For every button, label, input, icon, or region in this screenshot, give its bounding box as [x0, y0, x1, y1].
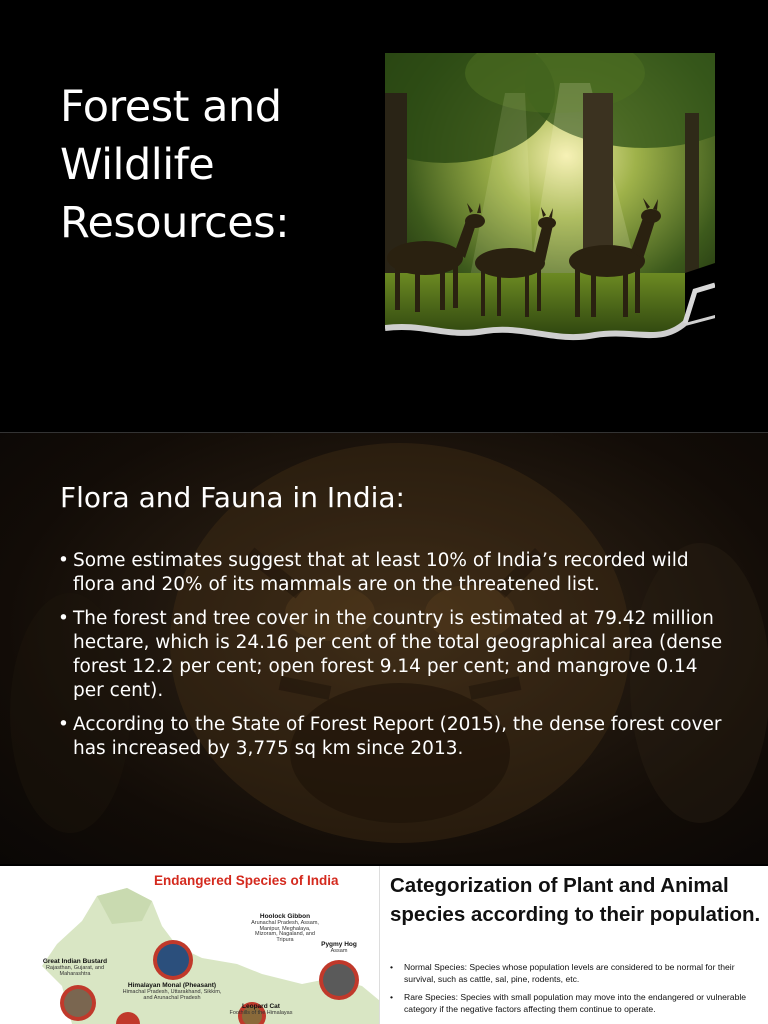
map-label: Himalayan Monal (Pheasant) Himachal Pradesh, Uttarakhand, Sikkim, and Arunachal Pradesh — [122, 982, 222, 1001]
bullet-list — [56, 549, 726, 770]
bullet-item: • Rare Species: Species with small population may move into the endangered or vulnerable category if the negative factors affecting them continue to operate. — [390, 992, 762, 1015]
map-title: Endangered Species of India — [154, 873, 339, 888]
slide-flora-fauna — [0, 432, 768, 864]
slide-title-heading — [60, 78, 360, 252]
title-line: Forest and — [60, 82, 282, 132]
map-label: Great Indian Bustard Rajasthan, Gujarat, and Maharashtra — [42, 958, 108, 977]
map-label: Pygmy Hog Assam — [321, 941, 357, 954]
bullet-list — [390, 962, 762, 1022]
bullet-item: • According to the State of Forest Report (2015), the dense forest cover has increased by 3,775 sq km since 2013. — [56, 713, 726, 762]
map-label: Hoolock Gibbon Arunachal Pradesh, Assam, Manipur, Meghalaya, Mizoram, Nagaland, and Tripura — [251, 913, 319, 944]
title-line: Resources: — [60, 198, 290, 248]
bullet-item: • Some estimates suggest that at least 10% of India’s recorded wild flora and 20% of its mammals are on the threatened list. — [56, 549, 726, 598]
slide-heading: Categorization of Plant and Animal species according to their population. — [390, 874, 761, 926]
title-line: Wildlife — [60, 140, 215, 190]
endangered-species-map — [2, 866, 380, 1024]
slide-title — [0, 0, 768, 432]
slide-heading: Flora and Fauna in India: — [60, 481, 405, 514]
bullet-item: • The forest and tree cover in the country is estimated at 79.42 million hectare, which is 24.16 per cent of the total geographical area (dense forest 12.2 per cent; open forest 9.14 per cent; and mangrove 0.14 per cent). — [56, 607, 726, 704]
bullet-item: • Normal Species: Species whose population levels are considered to be normal for their survival, such as cattle, sal, pine, rodents, etc. — [390, 962, 762, 985]
slide-categorization — [0, 866, 768, 1024]
map-label: Leopard Cat Foothills of the Himalayas — [229, 1003, 293, 1016]
forest-deer-photo — [385, 53, 715, 347]
